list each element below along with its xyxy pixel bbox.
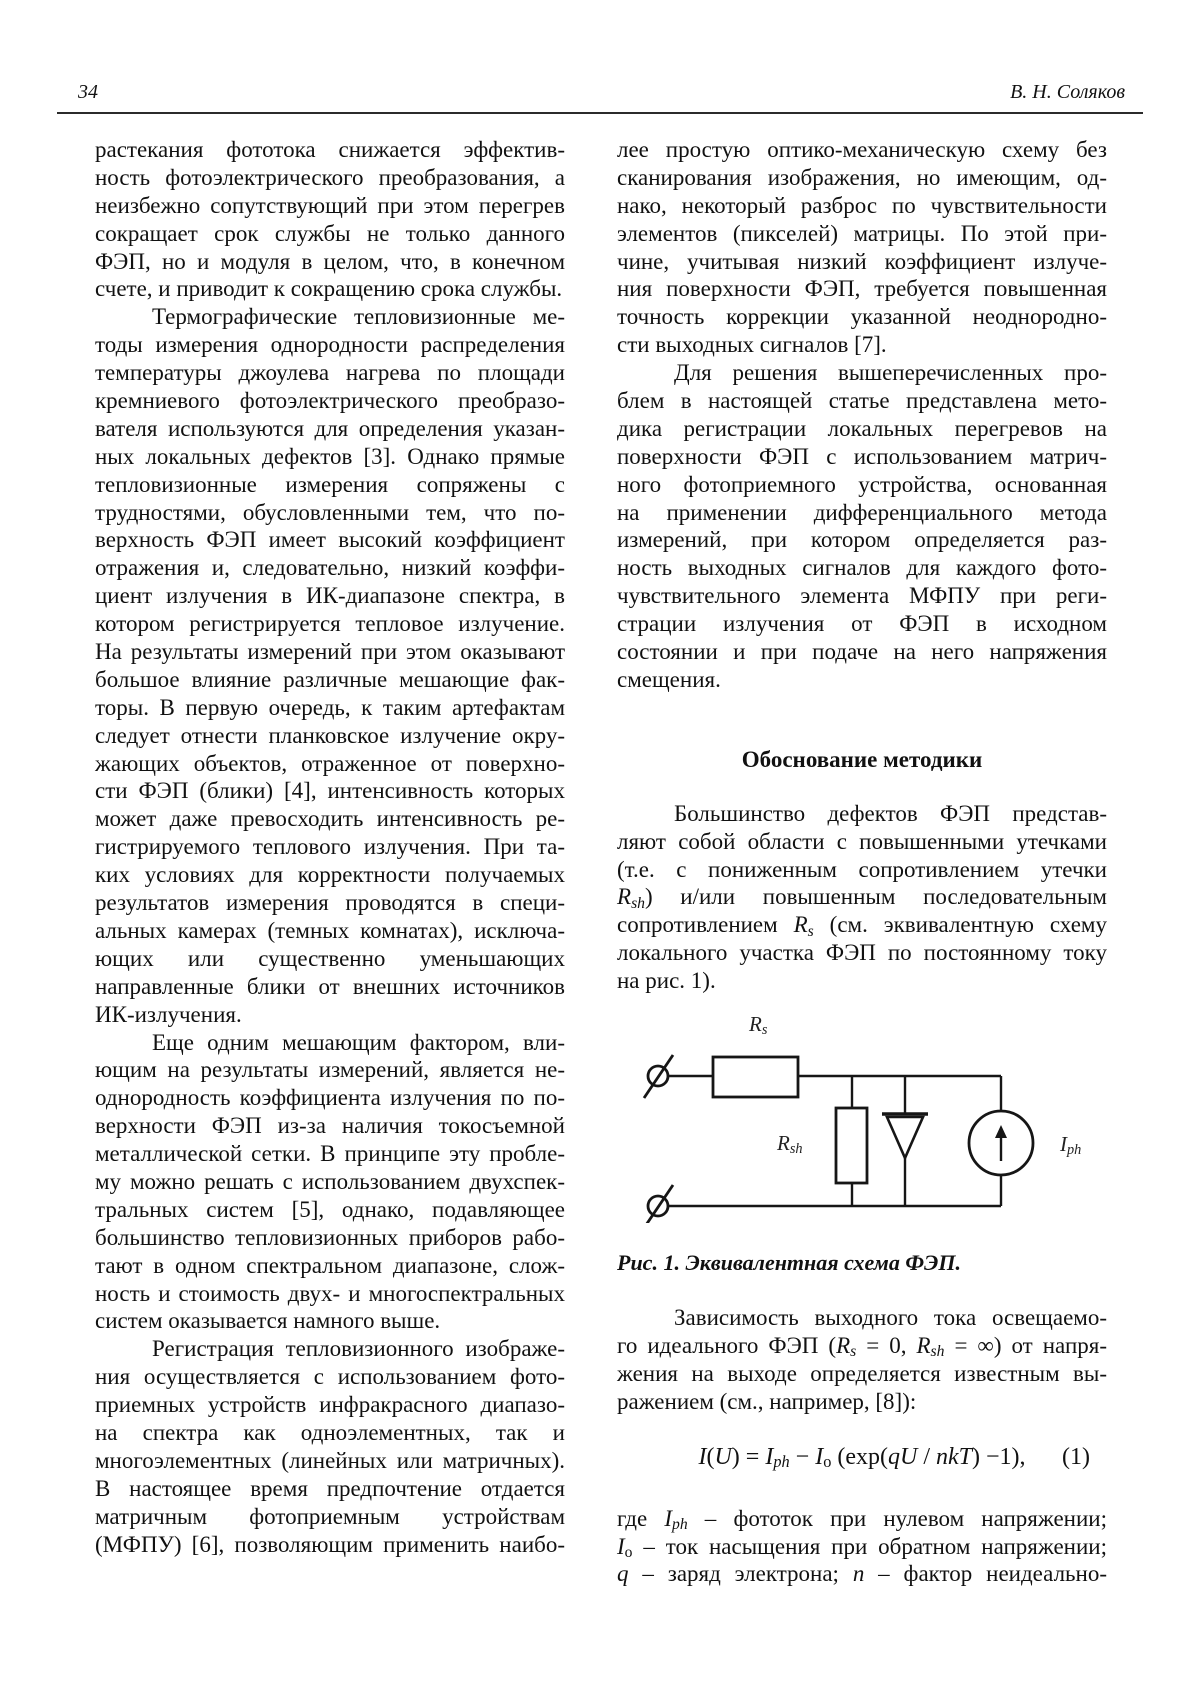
text-line: q – заряд электрона; n – фактор неидеально- bbox=[617, 1561, 1108, 1587]
current-source-icon bbox=[969, 1111, 1033, 1175]
diode-icon bbox=[882, 1114, 928, 1158]
text-line: Еще одним мешающим фактором, вли- bbox=[152, 1029, 565, 1055]
text-line: жения на выходе определяется известным вы- bbox=[617, 1360, 1107, 1386]
wires bbox=[668, 1076, 1001, 1206]
text-line: поверхности ФЭП с использованием матрич- bbox=[617, 443, 1107, 469]
text-line: верхности ФЭП из-за наличия токосъемной bbox=[95, 1113, 565, 1139]
paragraph bbox=[95, 1029, 565, 1336]
text-line: гистрируемого теплового излучения. При та- bbox=[95, 834, 565, 860]
text-line: ния осуществляется с использованием фото- bbox=[95, 1364, 565, 1390]
text-line: сти выходных сигналов [7]. bbox=[617, 332, 887, 358]
equation-body: I(U) = Iph − Io (exp(qU / nkT) −1), bbox=[698, 1443, 1026, 1472]
text-line: лее простую оптико-механическую схему без bbox=[617, 137, 1107, 162]
text-line: ния поверхности ФЭП, требуется повышенная bbox=[617, 276, 1107, 302]
text-line: ющим на результаты измерений, является не- bbox=[95, 1057, 565, 1083]
text-line: локального участка ФЭП по постоянному току bbox=[617, 940, 1107, 966]
right-column bbox=[617, 136, 1107, 1588]
text-line: жающих объектов, отраженное от поверхно- bbox=[95, 750, 565, 776]
text-line: систем оказывается намного выше. bbox=[95, 1308, 441, 1334]
text-line: где Iph – фототок при нулевом напряжении; bbox=[617, 1505, 1107, 1534]
text-line: сопротивлением Rs (см. эквивалентную схему bbox=[617, 912, 1107, 940]
text-line: на рис. 1). bbox=[617, 968, 716, 994]
left-column bbox=[95, 136, 565, 1558]
text-line: сти ФЭП (блики) [4], интенсивность которых bbox=[95, 778, 565, 804]
text-line: вателя используются для определения указан- bbox=[95, 415, 565, 441]
page-number: 34 bbox=[78, 81, 98, 103]
text-line: следует отнести планковское излучение окру- bbox=[95, 722, 565, 748]
text-line: направленные блики от внешних источников bbox=[95, 973, 565, 999]
text-line: точность коррекции указанной неоднородно- bbox=[617, 304, 1107, 330]
paragraph bbox=[95, 303, 565, 1028]
text-line: на применении дифференциального метода bbox=[617, 499, 1107, 525]
paragraph bbox=[617, 136, 1107, 359]
text-line: ных локальных дефектов [3]. Однако прямые bbox=[95, 443, 565, 469]
text-line: Rsh) и/или повышенным последовательным bbox=[617, 884, 1107, 912]
series-resistor-icon bbox=[713, 1057, 798, 1097]
text-line: тральных систем [5], однако, подавляющее bbox=[95, 1196, 565, 1222]
section-heading: Обоснование методики bbox=[741, 746, 983, 772]
text-line: температуры джоулева нагрева по площади bbox=[95, 360, 565, 386]
text-line: большинство тепловизионных приборов рабо- bbox=[95, 1224, 565, 1250]
text-line: верхность ФЭП имеет высокий коэффициент bbox=[95, 527, 565, 553]
text-line: чине, учитывая низкий коэффициент излуче- bbox=[617, 248, 1107, 274]
equation-number: (1) bbox=[1062, 1443, 1090, 1470]
text-line: ность и стоимость двух- и многоспектральных bbox=[95, 1280, 565, 1306]
figure-caption: Рис. 1. Эквивалентная схема ФЭП. bbox=[617, 1250, 961, 1276]
text-line: ность выходных сигналов для каждого фото- bbox=[617, 555, 1107, 581]
text-line: му можно решать с использованием двухспек- bbox=[95, 1168, 565, 1194]
text-line: Io – ток насыщения при обратном напряжении; bbox=[617, 1533, 1107, 1561]
text-line: Зависимость выходного тока освещаемо- bbox=[674, 1305, 1107, 1331]
text-line: металлической сетки. В принципе эту пробле- bbox=[95, 1141, 565, 1167]
paragraph bbox=[617, 1505, 1107, 1589]
text-line: торы. В первую очередь, к таким артефактам bbox=[95, 694, 565, 720]
paragraph bbox=[617, 359, 1107, 694]
text-line: циент излучения в ИК-диапазоне спектра, в bbox=[95, 583, 565, 609]
right-column-intro bbox=[617, 136, 1107, 694]
text-line: отражения и, следовательно, низкий коэффи- bbox=[95, 555, 565, 581]
text-line: смещения. bbox=[617, 666, 721, 692]
text-line: многоэлементных (линейных или матричных). bbox=[95, 1447, 565, 1473]
section-paragraph bbox=[617, 800, 1107, 995]
text-line: однородность коэффициента излучения по по- bbox=[95, 1085, 565, 1111]
running-head-author: В. Н. Соляков bbox=[1010, 81, 1125, 103]
text-line: Регистрация тепловизионного изображе- bbox=[152, 1336, 565, 1362]
shunt-resistor-icon bbox=[836, 1108, 867, 1183]
text-line: чувствительного элемента МФПУ при реги- bbox=[617, 583, 1107, 609]
figure-circuit-diagram bbox=[617, 1008, 1107, 1223]
text-line: может даже превосходить интенсивность ре- bbox=[95, 806, 565, 832]
label-series-resistance: Rs bbox=[749, 1012, 768, 1039]
text-line: (т.е. с пониженным сопротивлением утечки bbox=[617, 856, 1107, 882]
circuit-schematic bbox=[610, 1008, 1090, 1223]
text-line: блем в настоящей статье представлена мето- bbox=[617, 388, 1107, 414]
text-line: ющих или существенно уменьшающих bbox=[95, 945, 565, 971]
text-line: (МФПУ) [6], позволяющим применить наибо- bbox=[95, 1531, 565, 1557]
text-line: растекания фототока снижается эффектив- bbox=[95, 137, 565, 162]
text-line: ражением (см., например, [8]): bbox=[617, 1388, 917, 1414]
text-line: Большинство дефектов ФЭП представ- bbox=[674, 800, 1107, 826]
terminal-bottom-icon bbox=[644, 1185, 673, 1223]
text-line: ного фотоприемного устройства, основанная bbox=[617, 471, 1107, 497]
equation-intro-paragraph bbox=[617, 1304, 1107, 1416]
text-line: ких условиях для корректности получаемых bbox=[95, 862, 565, 888]
text-line: сокращает срок службы не только данного bbox=[95, 220, 565, 246]
equation bbox=[617, 1442, 1107, 1472]
text-line: кремниевого фотоэлектрического преобразо- bbox=[95, 388, 565, 414]
text-line: дика регистрации локальных перегревов на bbox=[617, 415, 1107, 441]
text-line: На результаты измерений при этом оказывают bbox=[95, 639, 565, 665]
text-line: приемных устройств инфракрасного диапазо- bbox=[95, 1392, 565, 1418]
equation-legend-paragraph bbox=[617, 1505, 1107, 1589]
paragraph bbox=[617, 1304, 1107, 1416]
text-line: на спектра как одноэлементных, так и bbox=[95, 1419, 565, 1445]
text-line: трудностями, обусловленными тем, что по- bbox=[95, 499, 565, 525]
text-line: неизбежно сопутствующий при этом перегрев bbox=[95, 192, 565, 218]
label-photocurrent: Iph bbox=[1060, 1132, 1082, 1159]
text-line: ИК-излучения. bbox=[95, 1001, 242, 1027]
text-line: альных камерах (темных комнатах), исключа- bbox=[95, 917, 565, 943]
text-line: измерений, при котором определяется раз- bbox=[617, 527, 1107, 553]
paragraph bbox=[95, 136, 565, 303]
text-line: тоды измерения однородности распределения bbox=[95, 332, 565, 358]
text-line: состоянии и при подаче на него напряжения bbox=[617, 639, 1107, 665]
text-line: тают в одном спектральном диапазоне, слож- bbox=[95, 1252, 565, 1278]
text-line: сканирования изображения, но имеющим, од- bbox=[617, 164, 1107, 190]
text-line: Для решения вышеперечисленных про- bbox=[674, 360, 1107, 386]
text-line: В настоящее время предпочтение отдается bbox=[95, 1475, 565, 1501]
text-line: результатов измерения проводятся в специ- bbox=[95, 890, 565, 916]
text-line: котором регистрируется тепловое излучение. bbox=[95, 611, 565, 637]
header-rule bbox=[57, 112, 1143, 114]
paragraph bbox=[95, 1335, 565, 1558]
text-line: матричным фотоприемным устройствам bbox=[95, 1503, 565, 1529]
text-line: большое влияние различные мешающие фак- bbox=[95, 666, 565, 692]
text-line: ляют собой области с повышенными утечками bbox=[617, 828, 1107, 854]
paragraph bbox=[617, 800, 1107, 995]
text-line: страции излучения от ФЭП в исходном bbox=[617, 611, 1107, 637]
text-line: нако, некоторый разброс по чувствительности bbox=[617, 192, 1107, 218]
label-shunt-resistance: Rsh bbox=[777, 1131, 803, 1158]
text-line: элементов (пикселей) матрицы. По этой при- bbox=[617, 220, 1107, 246]
text-line: ФЭП, но и модуля в целом, что, в конечном bbox=[95, 248, 565, 274]
text-line: Термографические тепловизионные ме- bbox=[152, 304, 565, 330]
text-line: счете, и приводит к сокращению срока службы. bbox=[95, 276, 563, 302]
text-line: ность фотоэлектрического преобразования, а bbox=[95, 164, 565, 190]
text-line: го идеального ФЭП (Rs = 0, Rsh = ∞) от напря- bbox=[617, 1332, 1107, 1361]
text-line: тепловизионные измерения сопряжены с bbox=[95, 471, 565, 497]
